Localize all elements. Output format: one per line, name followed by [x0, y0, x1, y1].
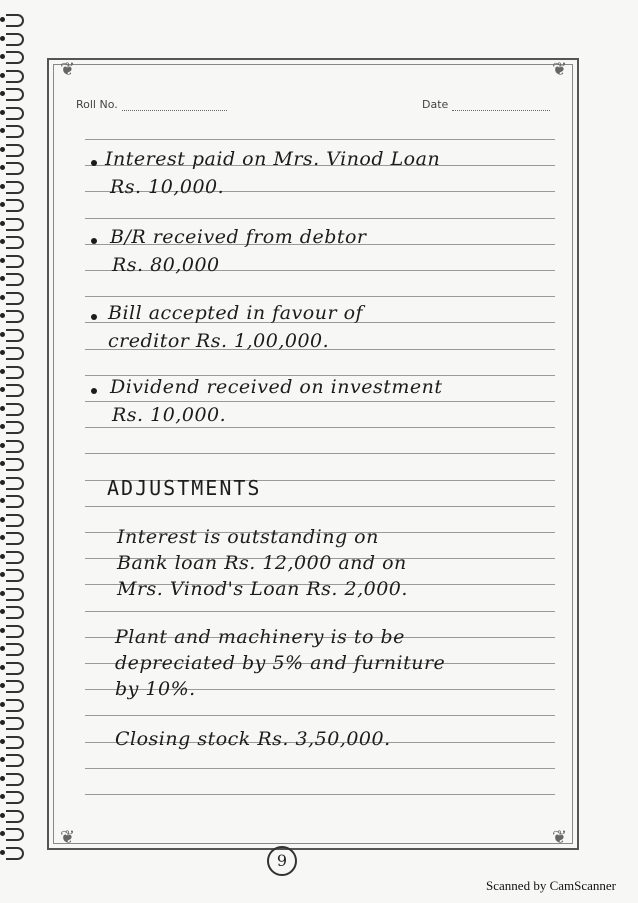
ruled-line [85, 218, 555, 219]
ruled-line [85, 768, 555, 769]
spiral-ring [6, 736, 24, 749]
spiral-ring [6, 181, 24, 194]
spiral-ring [6, 125, 24, 138]
spiral-ring [6, 643, 24, 656]
date-label: Date [422, 98, 449, 111]
entry-line: B/R received from debtor [110, 226, 367, 248]
spiral-ring [6, 606, 24, 619]
spiral-ring [6, 625, 24, 638]
ruled-line [85, 427, 555, 428]
entry-line: Rs. 80,000 [112, 254, 220, 276]
date-line [452, 110, 550, 111]
adjustment-line: Mrs. Vinod's Loan Rs. 2,000. [117, 578, 408, 600]
bullet [91, 388, 97, 394]
spiral-ring [6, 514, 24, 527]
spiral-ring [6, 791, 24, 804]
ruled-line [85, 715, 555, 716]
entry-line: Bill accepted in favour of [108, 302, 364, 324]
roll-no-line [122, 110, 227, 111]
bullet [91, 314, 97, 320]
ruled-line [85, 453, 555, 454]
entry-line: Rs. 10,000. [110, 176, 225, 198]
entry-line: creditor Rs. 1,00,000. [108, 330, 330, 352]
corner-ornament-bottom-left: ❦ [60, 827, 76, 848]
spiral-ring [6, 551, 24, 564]
adjustment-line: by 10%. [115, 678, 196, 700]
spiral-ring [6, 51, 24, 64]
spiral-ring [6, 588, 24, 601]
spiral-ring [6, 662, 24, 675]
spiral-ring [6, 329, 24, 342]
spiral-ring [6, 292, 24, 305]
spiral-ring [6, 107, 24, 120]
spiral-ring [6, 88, 24, 101]
adjustment-line: Bank loan Rs. 12,000 and on [117, 552, 407, 574]
spiral-ring [6, 754, 24, 767]
bullet [91, 238, 97, 244]
spiral-ring [6, 477, 24, 490]
spiral-ring [6, 162, 24, 175]
ruled-line [85, 611, 555, 612]
entry-line: Dividend received on investment [110, 376, 443, 398]
spiral-ring [6, 310, 24, 323]
spiral-ring [6, 199, 24, 212]
spiral-ring [6, 717, 24, 730]
spiral-binding [0, 14, 34, 864]
corner-ornament-bottom-right: ❦ [552, 827, 568, 848]
spiral-ring [6, 255, 24, 268]
spiral-ring [6, 495, 24, 508]
spiral-ring [6, 680, 24, 693]
spiral-ring [6, 70, 24, 83]
spiral-ring [6, 403, 24, 416]
entry-line: Rs. 10,000. [112, 404, 227, 426]
spiral-ring [6, 236, 24, 249]
spiral-ring [6, 773, 24, 786]
corner-ornament-top-left: ❦ [60, 59, 76, 80]
adjustment-line: depreciated by 5% and furniture [115, 652, 446, 674]
spiral-ring [6, 384, 24, 397]
adjustments-heading: ADJUSTMENTS [107, 476, 262, 500]
spiral-ring [6, 347, 24, 360]
spiral-ring [6, 366, 24, 379]
ruled-line [85, 506, 555, 507]
spiral-ring [6, 144, 24, 157]
adjustment-line: Interest is outstanding on [117, 526, 379, 548]
ruled-line [85, 401, 555, 402]
spiral-ring [6, 569, 24, 582]
spiral-ring [6, 14, 24, 27]
ruled-line [85, 794, 555, 795]
ruled-line [85, 139, 555, 140]
spiral-ring [6, 458, 24, 471]
adjustment-line: Plant and machinery is to be [115, 626, 405, 648]
adjustment-line: Closing stock Rs. 3,50,000. [115, 728, 391, 750]
spiral-ring [6, 532, 24, 545]
spiral-ring [6, 33, 24, 46]
spiral-ring [6, 810, 24, 823]
entry-line: Interest paid on Mrs. Vinod Loan [105, 148, 441, 170]
page-number: 9 [267, 846, 297, 876]
ruled-line [85, 296, 555, 297]
spiral-ring [6, 847, 24, 860]
corner-ornament-top-right: ❦ [552, 59, 568, 80]
bullet [91, 160, 97, 166]
roll-no-label: Roll No. [76, 98, 118, 111]
spiral-ring [6, 218, 24, 231]
spiral-ring [6, 421, 24, 434]
scanner-watermark: Scanned by CamScanner [486, 878, 616, 893]
spiral-ring [6, 273, 24, 286]
spiral-ring [6, 828, 24, 841]
spiral-ring [6, 699, 24, 712]
spiral-ring [6, 440, 24, 453]
